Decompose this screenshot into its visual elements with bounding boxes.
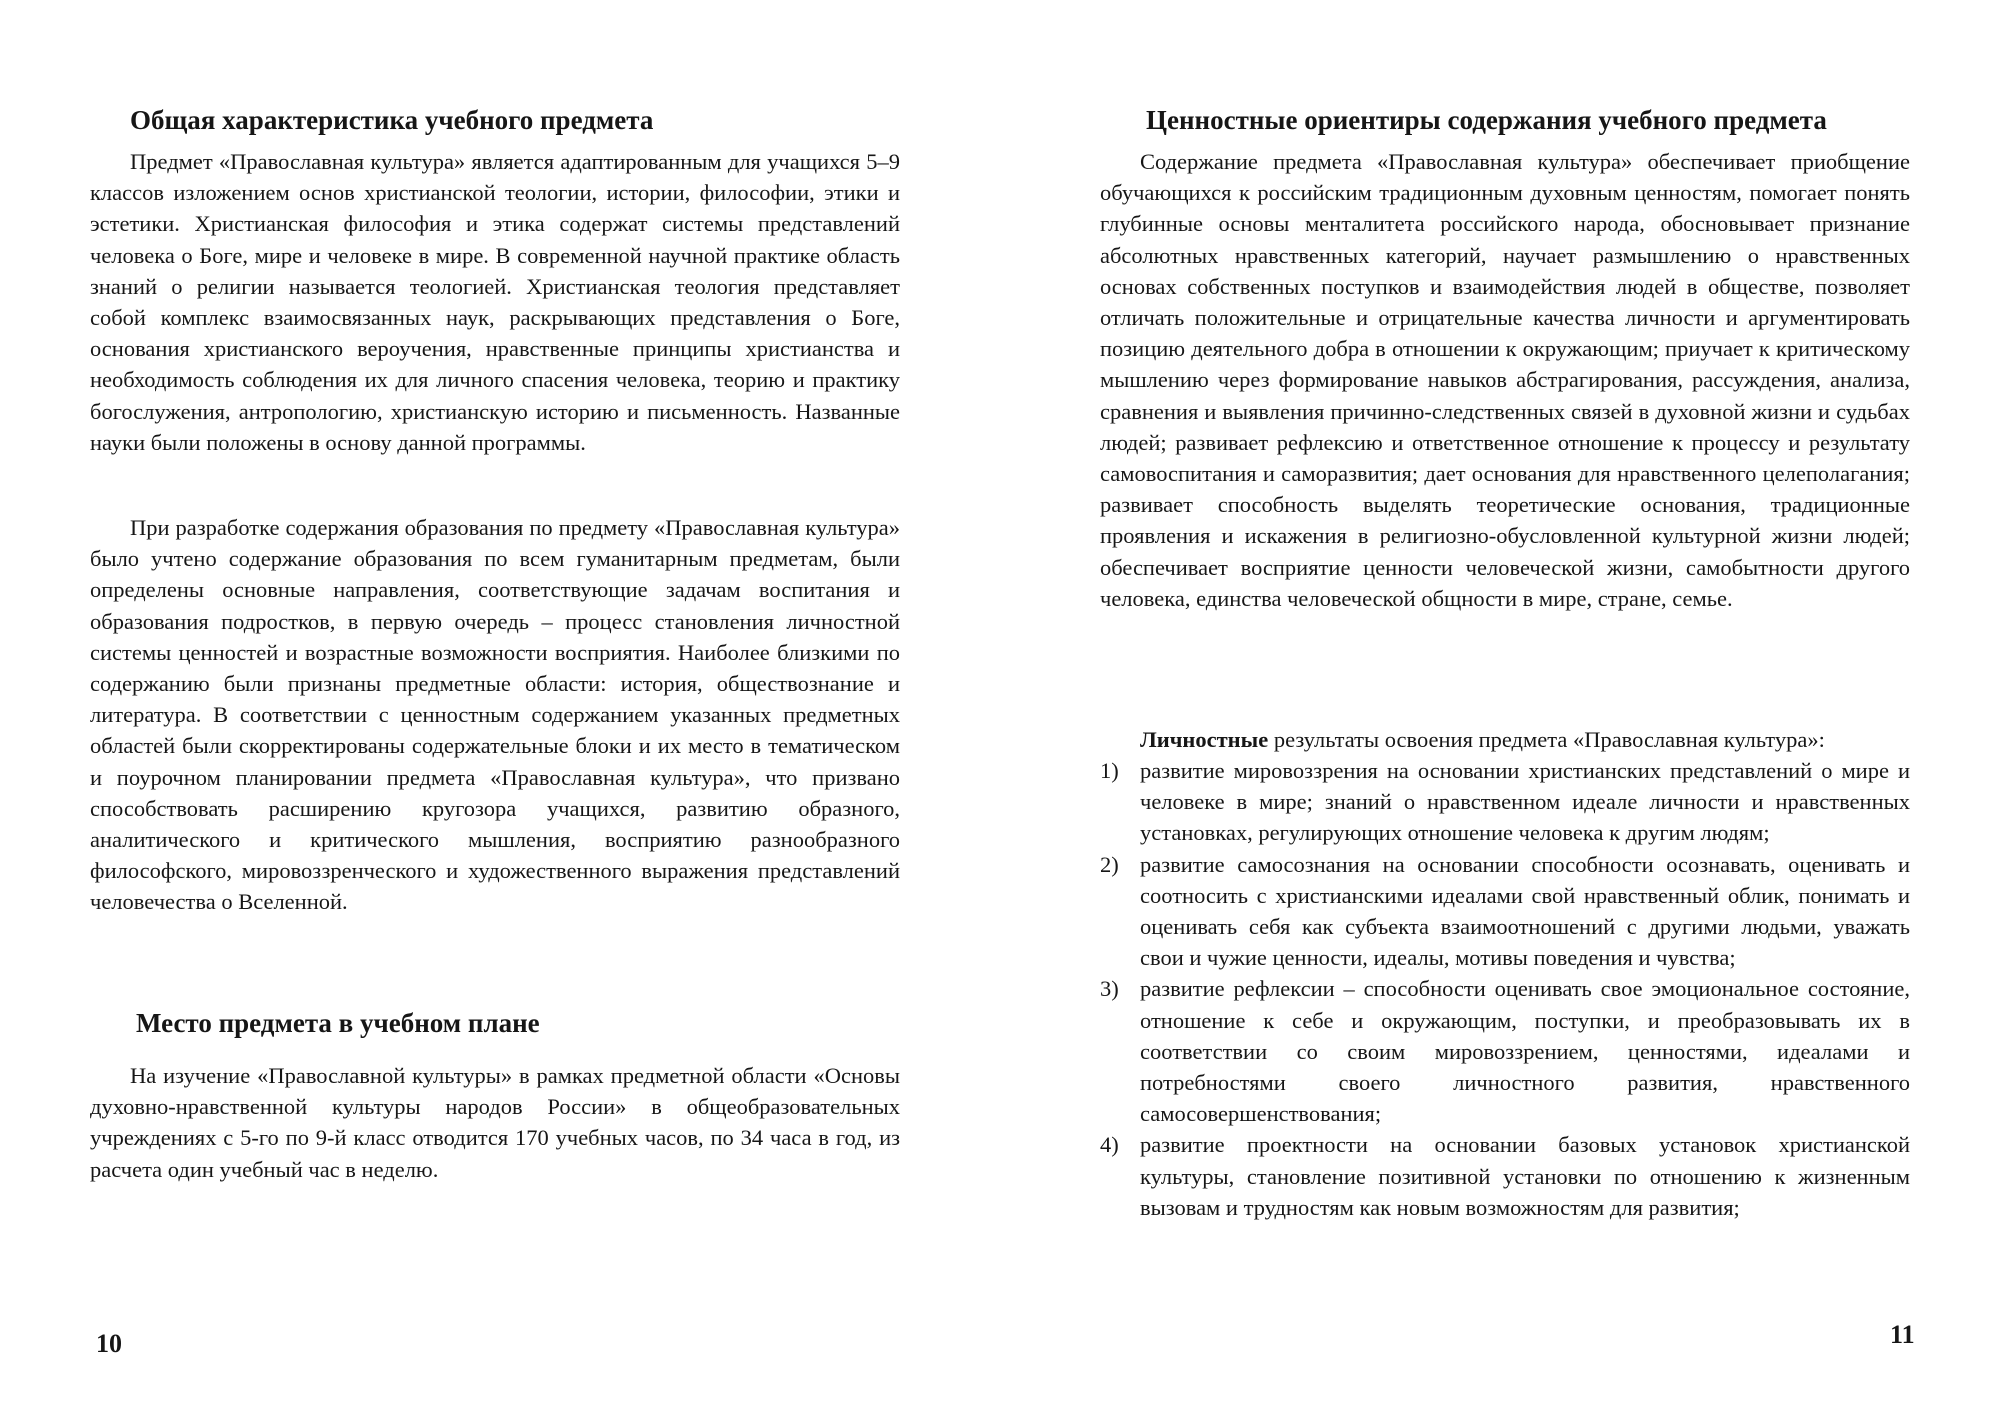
section-title-curriculum-place: Место предмета в учебном плане xyxy=(136,1008,540,1038)
personal-results-list xyxy=(1100,755,1910,1223)
personal-results-intro xyxy=(1140,724,1910,755)
right-page xyxy=(1100,0,1920,1423)
list-item xyxy=(1100,1129,1910,1223)
list-item-number: 3) xyxy=(1100,976,1119,1002)
personal-results-bold-label: Личностные xyxy=(1140,727,1269,752)
general-characteristics-paragraph-1: Предмет «Православная культура» является адаптированным для учащихся 5–9 классов изложением основ христианской теологии, истории, философии, этики и эстетики. Христианская философия и этика содержат системы представлений человека о Боге, мире и человеке в мире. В современной научной практике область знаний о религии называется теологией. Христианская теология представляет собой комплекс взаимосвязанных наук, раскрывающих представления о Боге, основания христианского вероучения, нравственные принципы христианства и необходимость соблюдения их для личного спасения человека, теорию и практику богослужения, антропологию, христианскую историю и письменность. Названные науки были положены в основу данной программы. xyxy=(90,149,900,455)
list-item-text: развитие проектности на основании базовых установок христианской культуры, становление позитивной установки по отношению к жизненным вызовам и трудностям как новым возможностям для развития; xyxy=(1140,1132,1910,1220)
value-orientations-paragraph: Содержание предмета «Православная культура» обеспечивает приобщение обучающихся к российским традиционным духовным ценностям, помогает понять глубинные основы менталитета российского народа, обосновывает признание абсолютных нравственных категорий, научает размышлению о нравственных основах собственных поступков и взаимодействия людей в обществе, позволяет отличать положительные и отрицательные качества личности и аргументировать позицию деятельного добра в отношении к окружающим; приучает к критическому мышлению через формирование навыков абстрагирования, рассуждения, анализа, сравнения и выявления причинно-следственных связей в духовной жизни и судьбах людей; развивает рефлексию и ответственное отношение к процессу и результату самовоспитания и саморазвития; дает основания для нравственного целеполагания; развивает способность выделять теоретические основания, традиционные проявления и искажения в религиозно-обусловленной культурной жизни людей; обеспечивает восприятие ценности человеческой жизни, самобытности другого человека, единства человеческой общности в мире, стране, семье. xyxy=(1100,149,1910,611)
list-item-number: 1) xyxy=(1100,758,1119,783)
list-item-number: 2) xyxy=(1100,851,1119,877)
list-item-number: 4) xyxy=(1100,1132,1119,1158)
list-item xyxy=(1100,849,1910,974)
list-item xyxy=(1100,973,1910,1129)
list-item-text: развитие мировоззрения на основании христианских представлений о мире и человеке в мире; знаний о нравственном идеале личности и нравственных установках, регулирующих отношение человека к другим людям; xyxy=(1140,758,1910,846)
personal-results-intro-text: результаты освоения предмета «Православная культура»: xyxy=(1268,727,1825,752)
page-number-left: 10 xyxy=(96,1329,122,1358)
list-item-text: развитие рефлексии – способности оценивать свое эмоциональное состояние, отношение к себе и окружающим, поступки, и преобразовывать их в соответствии со своим мировоззрением, ценностями, идеалами и потребностями своего личностного развития, нравственного самосовершенствования; xyxy=(1140,976,1910,1127)
left-page xyxy=(90,0,910,1423)
list-item-text: развитие самосознания на основании способности осознавать, оценивать и соотносить с христианскими идеалами свой нравственный облик, понимать и оценивать себя как субъекта взаимоотношений с другими людьми, уважать свои и чужие ценности, идеалы, мотивы поведения и чувства; xyxy=(1140,851,1910,971)
section-title-general-characteristics: Общая характеристика учебного предмета xyxy=(130,105,654,135)
list-item xyxy=(1100,755,1910,849)
general-characteristics-paragraph-2: При разработке содержания образования по предмету «Православная культура» было учтено содержание образования по всем гуманитарным предметам, были определены основные направления, соответствующие задачам воспитания и образования подростков, в первую очередь – процесс становления личностной системы ценностей и возрастные возможности восприятия. Наиболее близкими по содержанию были признаны предметные области: история, обществознание и литература. В соответствии с ценностным содержанием указанных предметных областей были скорректированы содержательные блоки и их место в тематическом и поурочном планировании предмета «Православная культура», что призвано способствовать расширению кругозора учащихся, развитию образного, аналитического и критического мышления, восприятию разнообразного философского, мировоззренческого и художественного выражения представлений человечества о Вселенной. xyxy=(90,515,900,915)
section-title-value-orientations: Ценностные ориентиры содержания учебного предмета xyxy=(1146,105,1827,135)
page-number-right: 11 xyxy=(1890,1320,1915,1349)
curriculum-place-paragraph: На изучение «Православной культуры» в рамках предметной области «Основы духовно-нравственной культуры народов России» в общеобразовательных учреждениях с 5-го по 9-й класс отводится 170 учебных часов, по 34 часа в год, из расчета один учебный час в неделю. xyxy=(90,1063,900,1182)
